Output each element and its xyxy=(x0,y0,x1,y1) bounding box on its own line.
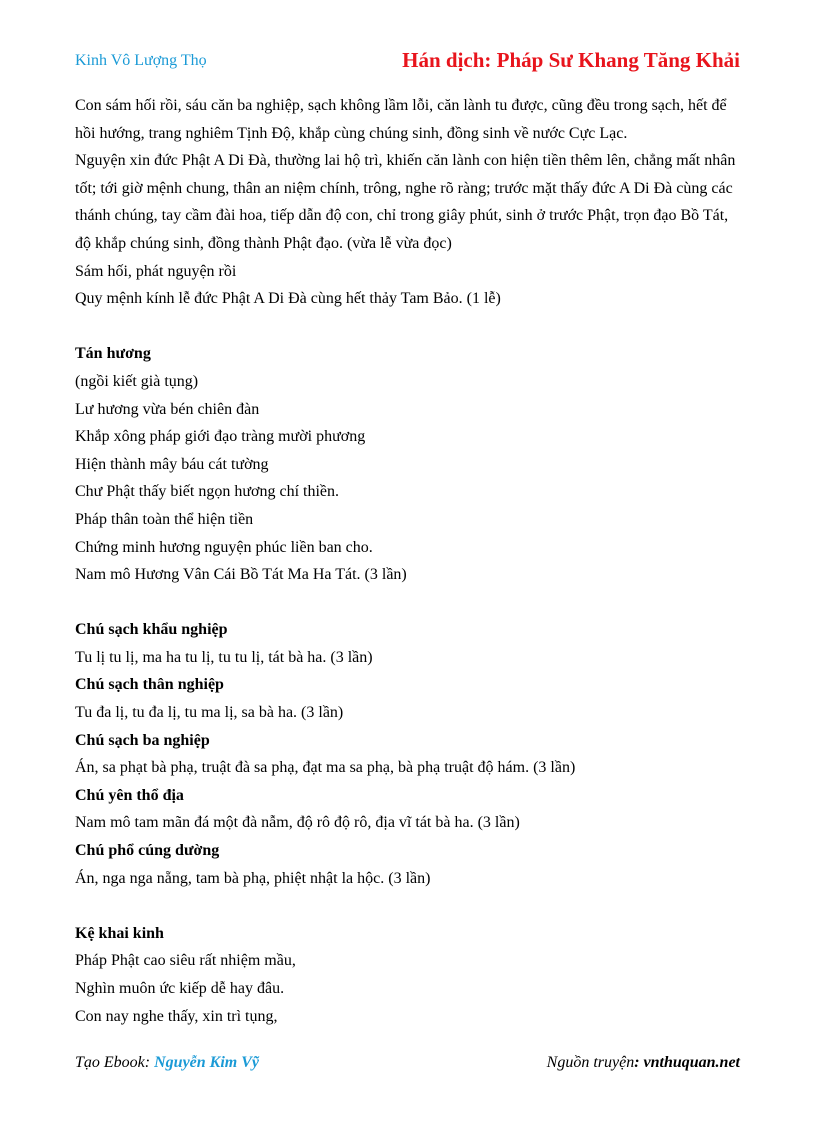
ebook-credit xyxy=(75,1054,259,1072)
verse-line: Pháp Phật cao siêu rất nhiệm mầu, xyxy=(75,952,296,970)
chant-text: Tu đa lị, tu đa lị, tu ma lị, sa bà ha. (3 lần) xyxy=(75,704,344,722)
chant-heading: Chú phổ cúng dường xyxy=(75,842,220,860)
translator-credit: Hán dịch: Pháp Sư Khang Tăng Khải xyxy=(402,48,740,72)
page-footer xyxy=(75,1054,740,1078)
ebook-credit-label: Tạo Ebook xyxy=(75,1054,145,1071)
verse-line: Chứng minh hương nguyện phúc liền ban cho. xyxy=(75,538,373,556)
verse-line: Nam mô Hương Vân Cái Bồ Tát Ma Ha Tát. (3 lần) xyxy=(75,566,407,584)
section-heading: Tán hương xyxy=(75,345,151,363)
paragraph: Quy mệnh kính lễ đức Phật A Di Đà cùng hết thảy Tam Bảo. (1 lễ) xyxy=(75,290,501,308)
paragraph: Sám hối, phát nguyện rồi xyxy=(75,262,237,280)
chant-heading: Chú yên thổ địa xyxy=(75,786,184,804)
book-title: Kinh Vô Lượng Thọ xyxy=(75,52,207,69)
separator: : xyxy=(144,1054,155,1071)
verse-line: Khắp xông pháp giới đạo tràng mười phương xyxy=(75,428,366,446)
chant-text: Án, sa phạt bà phạ, truật đà sa phạ, đạt ma sa phạ, bà phạ truật độ hám. (3 lần) xyxy=(75,759,576,777)
paragraph: Con sám hối rồi, sáu căn ba nghiệp, sạch không lầm lỗi, căn lành tu được, cũng đều trong sạch, hết để hồi hướng, trang nghiêm Tịnh Độ, khắp cùng chúng sinh, đồng sinh về nước Cực Lạc. xyxy=(75,97,727,142)
chant-text: Nam mô tam mãn đá một đà nẫm, độ rô độ rô, địa vĩ tát bà ha. (3 lần) xyxy=(75,814,520,832)
ebook-author-name: Nguyễn Kim Vỹ xyxy=(154,1054,259,1071)
verse-line: Pháp thân toàn thể hiện tiền xyxy=(75,510,254,528)
spacer xyxy=(75,589,745,617)
section-heading: Kệ khai kinh xyxy=(75,924,164,942)
spacer xyxy=(75,313,745,341)
paragraph: Nguyện xin đức Phật A Di Đà, thường lai hộ trì, khiến căn lành con hiện tiền thêm lên, chẳng mất nhân tốt; tới giờ mệnh chung, thân an niệm chính, trông, nghe rõ ràng; trước mặt thấy đức A Di Đà cùng các thánh chúng, tay cầm đài hoa, tiếp dẫn độ con, chỉ trong giây phút, sinh ở trước Phật, trọn đạo Bồ Tát, độ khắp chúng sinh, đồng thành Phật đạo. (vừa lễ vừa đọc) xyxy=(75,152,736,252)
verse-line: Nghìn muôn ức kiếp dễ hay đâu. xyxy=(75,980,285,997)
verse-line: Con nay nghe thấy, xin trì tụng, xyxy=(75,1007,278,1025)
source-credit xyxy=(547,1054,740,1072)
chant-text: Án, nga nga nẵng, tam bà phạ, phiệt nhật la hộc. (3 lần) xyxy=(75,869,431,887)
separator: : xyxy=(634,1054,644,1071)
source-site: vnthuquan.net xyxy=(643,1054,740,1071)
chant-heading: Chú sạch thân nghiệp xyxy=(75,676,224,694)
chant-text: Tu lị tu lị, ma ha tu lị, tu tu lị, tát bà ha. (3 lần) xyxy=(75,648,373,666)
verse-line: Lư hương vừa bén chiên đàn xyxy=(75,400,260,418)
document-body xyxy=(75,92,745,1030)
chant-heading: Chú sạch khẩu nghiệp xyxy=(75,621,228,639)
verse-line: (ngồi kiết già tụng) xyxy=(75,372,199,390)
verse-line: Chư Phật thấy biết ngọn hương chí thiền. xyxy=(75,483,339,501)
source-label: Nguồn truyện xyxy=(546,1054,635,1071)
chant-heading: Chú sạch ba nghiệp xyxy=(75,731,210,749)
spacer xyxy=(75,892,745,920)
page-header xyxy=(75,48,740,76)
verse-line: Hiện thành mây báu cát tường xyxy=(75,455,269,473)
